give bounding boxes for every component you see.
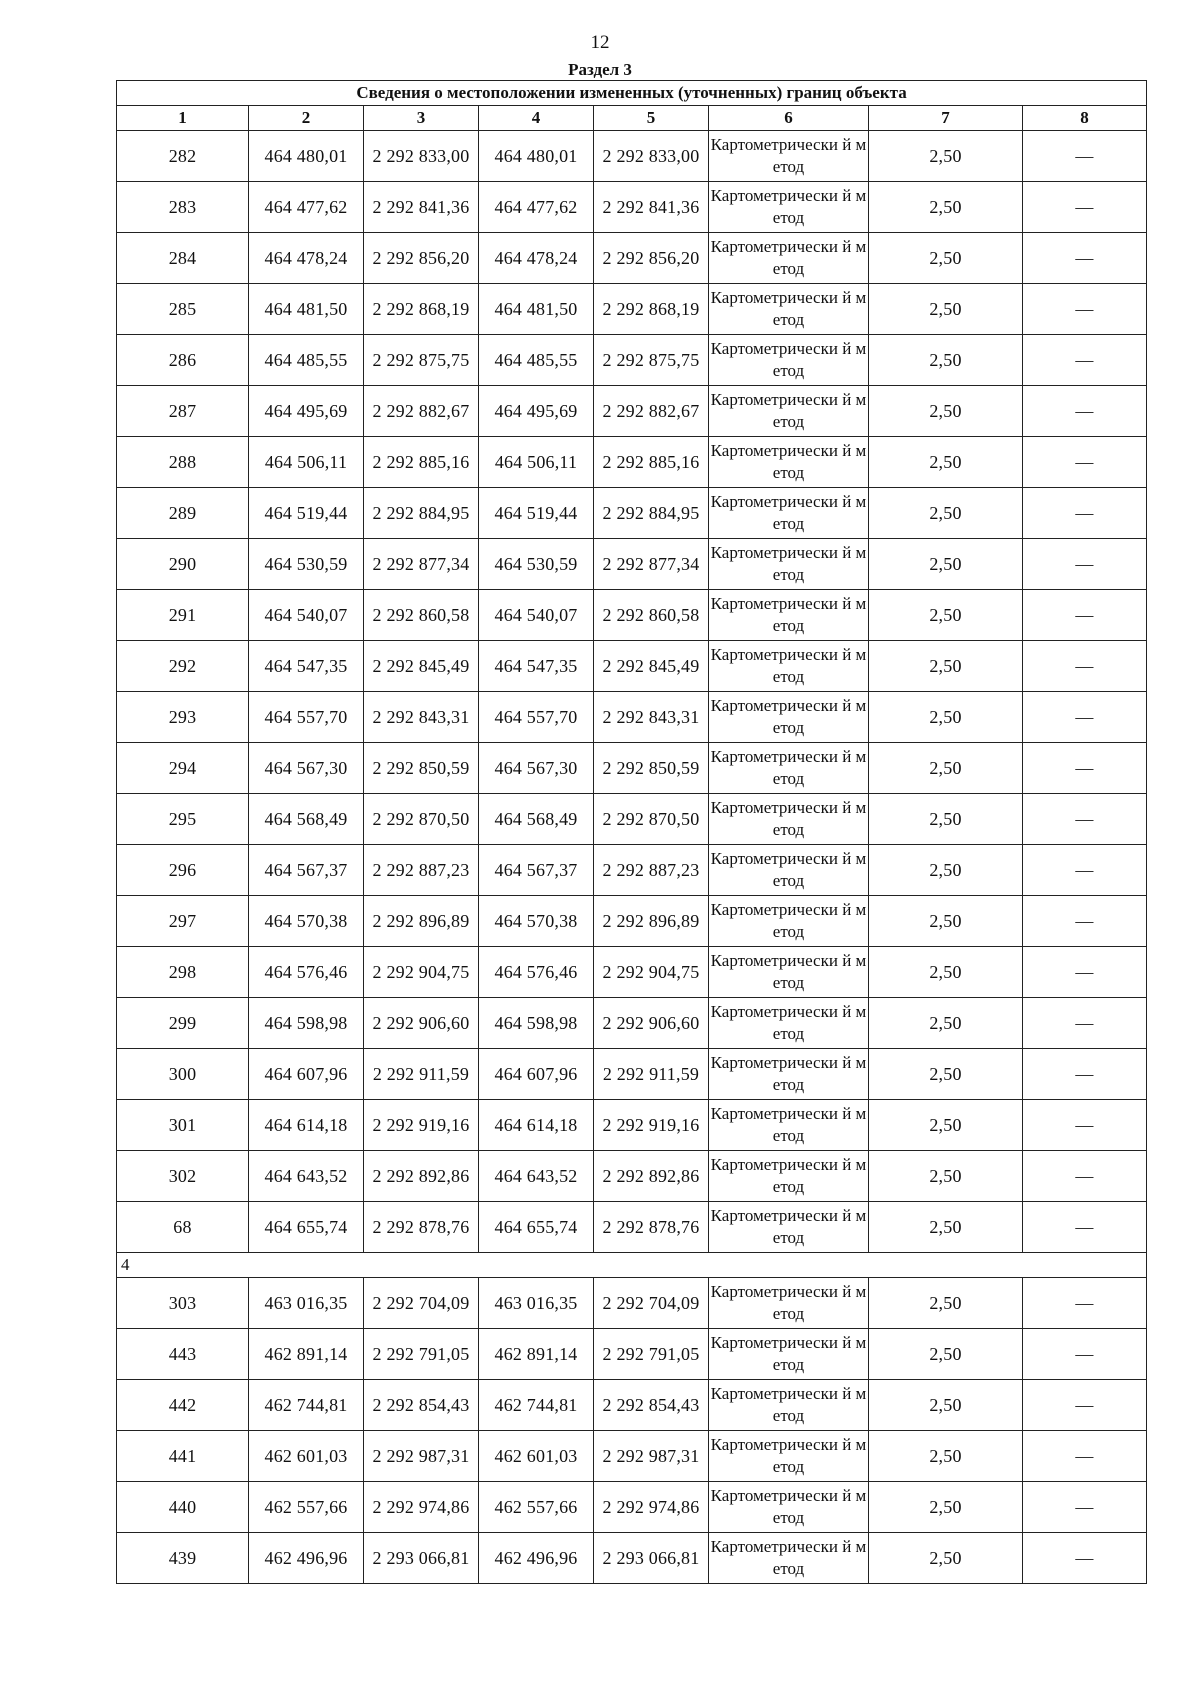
point-number-cell: 302 bbox=[117, 1151, 249, 1202]
point-number-cell: 294 bbox=[117, 743, 249, 794]
method-cell: Картометрически й метод bbox=[709, 1202, 869, 1253]
point-number-cell: 295 bbox=[117, 794, 249, 845]
accuracy-cell: 2,50 bbox=[869, 284, 1023, 335]
description-cell: — bbox=[1023, 1482, 1147, 1533]
section-title: Раздел 3 bbox=[568, 60, 632, 79]
x-new-cell: 464 614,18 bbox=[479, 1100, 594, 1151]
x-new-cell: 464 607,96 bbox=[479, 1049, 594, 1100]
description-cell: — bbox=[1023, 1049, 1147, 1100]
x-new-cell: 464 643,52 bbox=[479, 1151, 594, 1202]
method-cell: Картометрически й метод bbox=[709, 386, 869, 437]
y-new-cell: 2 292 843,31 bbox=[594, 692, 709, 743]
description-cell: — bbox=[1023, 896, 1147, 947]
y-new-cell: 2 292 868,19 bbox=[594, 284, 709, 335]
x-new-cell: 464 567,30 bbox=[479, 743, 594, 794]
accuracy-cell: 2,50 bbox=[869, 182, 1023, 233]
method-cell: Картометрически й метод bbox=[709, 1431, 869, 1482]
description-cell: — bbox=[1023, 641, 1147, 692]
table-row bbox=[117, 335, 1147, 386]
y-old-cell: 2 292 856,20 bbox=[364, 233, 479, 284]
contour-label: 4 bbox=[117, 1253, 1147, 1278]
method-cell: Картометрически й метод bbox=[709, 743, 869, 794]
method-cell: Картометрически й метод bbox=[709, 284, 869, 335]
y-new-cell: 2 292 704,09 bbox=[594, 1278, 709, 1329]
y-new-cell: 2 292 850,59 bbox=[594, 743, 709, 794]
y-old-cell: 2 292 877,34 bbox=[364, 539, 479, 590]
point-number-cell: 287 bbox=[117, 386, 249, 437]
y-old-cell: 2 292 911,59 bbox=[364, 1049, 479, 1100]
point-number-cell: 443 bbox=[117, 1329, 249, 1380]
y-new-cell: 2 292 987,31 bbox=[594, 1431, 709, 1482]
point-number-cell: 289 bbox=[117, 488, 249, 539]
description-cell: — bbox=[1023, 182, 1147, 233]
method-cell: Картометрически й метод bbox=[709, 539, 869, 590]
description-cell: — bbox=[1023, 1329, 1147, 1380]
y-old-cell: 2 292 896,89 bbox=[364, 896, 479, 947]
accuracy-cell: 2,50 bbox=[869, 1049, 1023, 1100]
accuracy-cell: 2,50 bbox=[869, 1380, 1023, 1431]
description-cell: — bbox=[1023, 539, 1147, 590]
y-old-cell: 2 292 875,75 bbox=[364, 335, 479, 386]
y-new-cell: 2 292 856,20 bbox=[594, 233, 709, 284]
y-new-cell: 2 292 919,16 bbox=[594, 1100, 709, 1151]
y-old-cell: 2 292 704,09 bbox=[364, 1278, 479, 1329]
description-cell: — bbox=[1023, 437, 1147, 488]
y-new-cell: 2 292 974,86 bbox=[594, 1482, 709, 1533]
accuracy-cell: 2,50 bbox=[869, 1202, 1023, 1253]
y-old-cell: 2 292 882,67 bbox=[364, 386, 479, 437]
y-new-cell: 2 292 882,67 bbox=[594, 386, 709, 437]
accuracy-cell: 2,50 bbox=[869, 1482, 1023, 1533]
y-old-cell: 2 292 841,36 bbox=[364, 182, 479, 233]
y-old-cell: 2 292 878,76 bbox=[364, 1202, 479, 1253]
method-cell: Картометрически й метод bbox=[709, 1329, 869, 1380]
y-new-cell: 2 292 854,43 bbox=[594, 1380, 709, 1431]
point-number-cell: 441 bbox=[117, 1431, 249, 1482]
x-old-cell: 464 570,38 bbox=[249, 896, 364, 947]
point-number-cell: 286 bbox=[117, 335, 249, 386]
table-row bbox=[117, 692, 1147, 743]
table-row bbox=[117, 284, 1147, 335]
table-row bbox=[117, 1482, 1147, 1533]
description-cell: — bbox=[1023, 692, 1147, 743]
x-new-cell: 462 891,14 bbox=[479, 1329, 594, 1380]
description-cell: — bbox=[1023, 233, 1147, 284]
y-new-cell: 2 292 860,58 bbox=[594, 590, 709, 641]
table-row bbox=[117, 131, 1147, 182]
y-old-cell: 2 292 987,31 bbox=[364, 1431, 479, 1482]
table-row bbox=[117, 1380, 1147, 1431]
contour-group-row bbox=[117, 1253, 1147, 1278]
table-row bbox=[117, 539, 1147, 590]
y-old-cell: 2 292 974,86 bbox=[364, 1482, 479, 1533]
y-old-cell: 2 292 868,19 bbox=[364, 284, 479, 335]
y-old-cell: 2 292 833,00 bbox=[364, 131, 479, 182]
x-old-cell: 464 530,59 bbox=[249, 539, 364, 590]
accuracy-cell: 2,50 bbox=[869, 896, 1023, 947]
x-old-cell: 464 480,01 bbox=[249, 131, 364, 182]
table-row bbox=[117, 743, 1147, 794]
x-old-cell: 464 557,70 bbox=[249, 692, 364, 743]
table-row bbox=[117, 386, 1147, 437]
method-cell: Картометрически й метод bbox=[709, 998, 869, 1049]
point-number-cell: 298 bbox=[117, 947, 249, 998]
x-old-cell: 464 477,62 bbox=[249, 182, 364, 233]
column-header: 1 bbox=[117, 106, 249, 131]
x-new-cell: 462 557,66 bbox=[479, 1482, 594, 1533]
y-old-cell: 2 292 885,16 bbox=[364, 437, 479, 488]
point-number-cell: 440 bbox=[117, 1482, 249, 1533]
description-cell: — bbox=[1023, 1151, 1147, 1202]
column-header-row bbox=[117, 106, 1147, 131]
x-old-cell: 462 557,66 bbox=[249, 1482, 364, 1533]
table-row bbox=[117, 1100, 1147, 1151]
y-old-cell: 2 292 791,05 bbox=[364, 1329, 479, 1380]
y-new-cell: 2 292 911,59 bbox=[594, 1049, 709, 1100]
point-number-cell: 290 bbox=[117, 539, 249, 590]
x-new-cell: 464 485,55 bbox=[479, 335, 594, 386]
description-cell: — bbox=[1023, 845, 1147, 896]
column-header: 4 bbox=[479, 106, 594, 131]
x-old-cell: 464 547,35 bbox=[249, 641, 364, 692]
table-row bbox=[117, 1431, 1147, 1482]
method-cell: Картометрически й метод bbox=[709, 794, 869, 845]
description-cell: — bbox=[1023, 590, 1147, 641]
description-cell: — bbox=[1023, 335, 1147, 386]
point-number-cell: 297 bbox=[117, 896, 249, 947]
accuracy-cell: 2,50 bbox=[869, 1100, 1023, 1151]
point-number-cell: 292 bbox=[117, 641, 249, 692]
accuracy-cell: 2,50 bbox=[869, 998, 1023, 1049]
column-header: 2 bbox=[249, 106, 364, 131]
x-old-cell: 464 481,50 bbox=[249, 284, 364, 335]
column-header: 3 bbox=[364, 106, 479, 131]
column-header: 7 bbox=[869, 106, 1023, 131]
x-old-cell: 464 567,30 bbox=[249, 743, 364, 794]
accuracy-cell: 2,50 bbox=[869, 131, 1023, 182]
x-old-cell: 464 485,55 bbox=[249, 335, 364, 386]
x-old-cell: 464 598,98 bbox=[249, 998, 364, 1049]
description-cell: — bbox=[1023, 743, 1147, 794]
accuracy-cell: 2,50 bbox=[869, 1533, 1023, 1584]
accuracy-cell: 2,50 bbox=[869, 641, 1023, 692]
x-new-cell: 464 481,50 bbox=[479, 284, 594, 335]
table-row bbox=[117, 437, 1147, 488]
x-old-cell: 464 478,24 bbox=[249, 233, 364, 284]
x-old-cell: 464 495,69 bbox=[249, 386, 364, 437]
description-cell: — bbox=[1023, 488, 1147, 539]
description-cell: — bbox=[1023, 1202, 1147, 1253]
table-row bbox=[117, 1151, 1147, 1202]
point-number-cell: 283 bbox=[117, 182, 249, 233]
x-old-cell: 464 506,11 bbox=[249, 437, 364, 488]
point-number-cell: 293 bbox=[117, 692, 249, 743]
y-old-cell: 2 293 066,81 bbox=[364, 1533, 479, 1584]
column-header: 8 bbox=[1023, 106, 1147, 131]
y-new-cell: 2 292 845,49 bbox=[594, 641, 709, 692]
method-cell: Картометрически й метод bbox=[709, 488, 869, 539]
x-old-cell: 464 568,49 bbox=[249, 794, 364, 845]
y-new-cell: 2 292 841,36 bbox=[594, 182, 709, 233]
method-cell: Картометрически й метод bbox=[709, 335, 869, 386]
y-new-cell: 2 292 892,86 bbox=[594, 1151, 709, 1202]
x-new-cell: 464 568,49 bbox=[479, 794, 594, 845]
y-new-cell: 2 292 877,34 bbox=[594, 539, 709, 590]
accuracy-cell: 2,50 bbox=[869, 386, 1023, 437]
accuracy-cell: 2,50 bbox=[869, 488, 1023, 539]
method-cell: Картометрически й метод bbox=[709, 896, 869, 947]
point-number-cell: 296 bbox=[117, 845, 249, 896]
method-cell: Картометрически й метод bbox=[709, 1482, 869, 1533]
x-old-cell: 464 614,18 bbox=[249, 1100, 364, 1151]
description-cell: — bbox=[1023, 1533, 1147, 1584]
y-old-cell: 2 292 850,59 bbox=[364, 743, 479, 794]
page-number: 12 bbox=[590, 32, 610, 53]
table-row bbox=[117, 845, 1147, 896]
method-cell: Картометрически й метод bbox=[709, 1380, 869, 1431]
method-cell: Картометрически й метод bbox=[709, 182, 869, 233]
y-new-cell: 2 292 791,05 bbox=[594, 1329, 709, 1380]
table-row bbox=[117, 1202, 1147, 1253]
table-caption: Сведения о местоположении измененных (уточненных) границ объекта bbox=[117, 81, 1147, 106]
description-cell: — bbox=[1023, 794, 1147, 845]
method-cell: Картометрически й метод bbox=[709, 1533, 869, 1584]
point-number-cell: 299 bbox=[117, 998, 249, 1049]
accuracy-cell: 2,50 bbox=[869, 947, 1023, 998]
x-new-cell: 464 506,11 bbox=[479, 437, 594, 488]
x-new-cell: 463 016,35 bbox=[479, 1278, 594, 1329]
x-old-cell: 462 891,14 bbox=[249, 1329, 364, 1380]
x-old-cell: 462 744,81 bbox=[249, 1380, 364, 1431]
y-old-cell: 2 292 860,58 bbox=[364, 590, 479, 641]
x-old-cell: 462 601,03 bbox=[249, 1431, 364, 1482]
method-cell: Картометрически й метод bbox=[709, 641, 869, 692]
table-row bbox=[117, 641, 1147, 692]
y-old-cell: 2 292 845,49 bbox=[364, 641, 479, 692]
x-new-cell: 462 601,03 bbox=[479, 1431, 594, 1482]
point-number-cell: 303 bbox=[117, 1278, 249, 1329]
accuracy-cell: 2,50 bbox=[869, 845, 1023, 896]
method-cell: Картометрически й метод bbox=[709, 233, 869, 284]
y-old-cell: 2 292 854,43 bbox=[364, 1380, 479, 1431]
y-old-cell: 2 292 919,16 bbox=[364, 1100, 479, 1151]
x-new-cell: 464 598,98 bbox=[479, 998, 594, 1049]
y-old-cell: 2 292 887,23 bbox=[364, 845, 479, 896]
table-caption-row bbox=[117, 81, 1147, 106]
x-new-cell: 464 495,69 bbox=[479, 386, 594, 437]
table-row bbox=[117, 947, 1147, 998]
method-cell: Картометрически й метод bbox=[709, 437, 869, 488]
y-old-cell: 2 292 843,31 bbox=[364, 692, 479, 743]
x-new-cell: 464 519,44 bbox=[479, 488, 594, 539]
x-old-cell: 464 643,52 bbox=[249, 1151, 364, 1202]
y-new-cell: 2 292 906,60 bbox=[594, 998, 709, 1049]
table-row bbox=[117, 488, 1147, 539]
column-header: 5 bbox=[594, 106, 709, 131]
method-cell: Картометрически й метод bbox=[709, 1151, 869, 1202]
description-cell: — bbox=[1023, 998, 1147, 1049]
method-cell: Картометрически й метод bbox=[709, 131, 869, 182]
y-new-cell: 2 292 904,75 bbox=[594, 947, 709, 998]
x-new-cell: 464 567,37 bbox=[479, 845, 594, 896]
method-cell: Картометрически й метод bbox=[709, 845, 869, 896]
accuracy-cell: 2,50 bbox=[869, 743, 1023, 794]
point-number-cell: 284 bbox=[117, 233, 249, 284]
accuracy-cell: 2,50 bbox=[869, 335, 1023, 386]
table-row bbox=[117, 896, 1147, 947]
point-number-cell: 288 bbox=[117, 437, 249, 488]
point-number-cell: 68 bbox=[117, 1202, 249, 1253]
y-new-cell: 2 292 896,89 bbox=[594, 896, 709, 947]
accuracy-cell: 2,50 bbox=[869, 692, 1023, 743]
point-number-cell: 301 bbox=[117, 1100, 249, 1151]
method-cell: Картометрически й метод bbox=[709, 947, 869, 998]
x-old-cell: 464 607,96 bbox=[249, 1049, 364, 1100]
description-cell: — bbox=[1023, 284, 1147, 335]
x-new-cell: 464 557,70 bbox=[479, 692, 594, 743]
y-old-cell: 2 292 892,86 bbox=[364, 1151, 479, 1202]
point-number-cell: 285 bbox=[117, 284, 249, 335]
x-old-cell: 464 576,46 bbox=[249, 947, 364, 998]
table-row bbox=[117, 182, 1147, 233]
accuracy-cell: 2,50 bbox=[869, 1151, 1023, 1202]
accuracy-cell: 2,50 bbox=[869, 1431, 1023, 1482]
point-number-cell: 291 bbox=[117, 590, 249, 641]
accuracy-cell: 2,50 bbox=[869, 1278, 1023, 1329]
y-new-cell: 2 292 885,16 bbox=[594, 437, 709, 488]
x-new-cell: 462 744,81 bbox=[479, 1380, 594, 1431]
column-header: 6 bbox=[709, 106, 869, 131]
table-row bbox=[117, 1329, 1147, 1380]
description-cell: — bbox=[1023, 1431, 1147, 1482]
accuracy-cell: 2,50 bbox=[869, 437, 1023, 488]
table-row bbox=[117, 233, 1147, 284]
description-cell: — bbox=[1023, 386, 1147, 437]
point-number-cell: 300 bbox=[117, 1049, 249, 1100]
x-new-cell: 464 655,74 bbox=[479, 1202, 594, 1253]
description-cell: — bbox=[1023, 131, 1147, 182]
y-new-cell: 2 292 833,00 bbox=[594, 131, 709, 182]
table-row bbox=[117, 794, 1147, 845]
x-new-cell: 464 547,35 bbox=[479, 641, 594, 692]
description-cell: — bbox=[1023, 1100, 1147, 1151]
x-new-cell: 464 530,59 bbox=[479, 539, 594, 590]
x-old-cell: 464 540,07 bbox=[249, 590, 364, 641]
x-new-cell: 464 480,01 bbox=[479, 131, 594, 182]
table-row bbox=[117, 1049, 1147, 1100]
x-new-cell: 464 540,07 bbox=[479, 590, 594, 641]
x-old-cell: 464 655,74 bbox=[249, 1202, 364, 1253]
y-new-cell: 2 292 878,76 bbox=[594, 1202, 709, 1253]
accuracy-cell: 2,50 bbox=[869, 1329, 1023, 1380]
table-row bbox=[117, 998, 1147, 1049]
method-cell: Картометрически й метод bbox=[709, 1049, 869, 1100]
method-cell: Картометрически й метод bbox=[709, 692, 869, 743]
table-row bbox=[117, 1533, 1147, 1584]
description-cell: — bbox=[1023, 947, 1147, 998]
x-new-cell: 464 478,24 bbox=[479, 233, 594, 284]
x-new-cell: 464 477,62 bbox=[479, 182, 594, 233]
accuracy-cell: 2,50 bbox=[869, 794, 1023, 845]
y-old-cell: 2 292 906,60 bbox=[364, 998, 479, 1049]
y-new-cell: 2 292 875,75 bbox=[594, 335, 709, 386]
description-cell: — bbox=[1023, 1278, 1147, 1329]
x-old-cell: 464 567,37 bbox=[249, 845, 364, 896]
point-number-cell: 439 bbox=[117, 1533, 249, 1584]
x-new-cell: 464 576,46 bbox=[479, 947, 594, 998]
y-old-cell: 2 292 870,50 bbox=[364, 794, 479, 845]
y-old-cell: 2 292 884,95 bbox=[364, 488, 479, 539]
table-row bbox=[117, 1278, 1147, 1329]
accuracy-cell: 2,50 bbox=[869, 233, 1023, 284]
x-old-cell: 464 519,44 bbox=[249, 488, 364, 539]
description-cell: — bbox=[1023, 1380, 1147, 1431]
accuracy-cell: 2,50 bbox=[869, 539, 1023, 590]
y-old-cell: 2 292 904,75 bbox=[364, 947, 479, 998]
y-new-cell: 2 292 870,50 bbox=[594, 794, 709, 845]
x-old-cell: 463 016,35 bbox=[249, 1278, 364, 1329]
method-cell: Картометрически й метод bbox=[709, 1278, 869, 1329]
point-number-cell: 282 bbox=[117, 131, 249, 182]
point-number-cell: 442 bbox=[117, 1380, 249, 1431]
x-new-cell: 464 570,38 bbox=[479, 896, 594, 947]
y-new-cell: 2 292 887,23 bbox=[594, 845, 709, 896]
method-cell: Картометрически й метод bbox=[709, 590, 869, 641]
y-new-cell: 2 293 066,81 bbox=[594, 1533, 709, 1584]
table-row bbox=[117, 590, 1147, 641]
coordinates-table bbox=[116, 80, 1147, 1584]
x-new-cell: 462 496,96 bbox=[479, 1533, 594, 1584]
accuracy-cell: 2,50 bbox=[869, 590, 1023, 641]
method-cell: Картометрически й метод bbox=[709, 1100, 869, 1151]
x-old-cell: 462 496,96 bbox=[249, 1533, 364, 1584]
y-new-cell: 2 292 884,95 bbox=[594, 488, 709, 539]
